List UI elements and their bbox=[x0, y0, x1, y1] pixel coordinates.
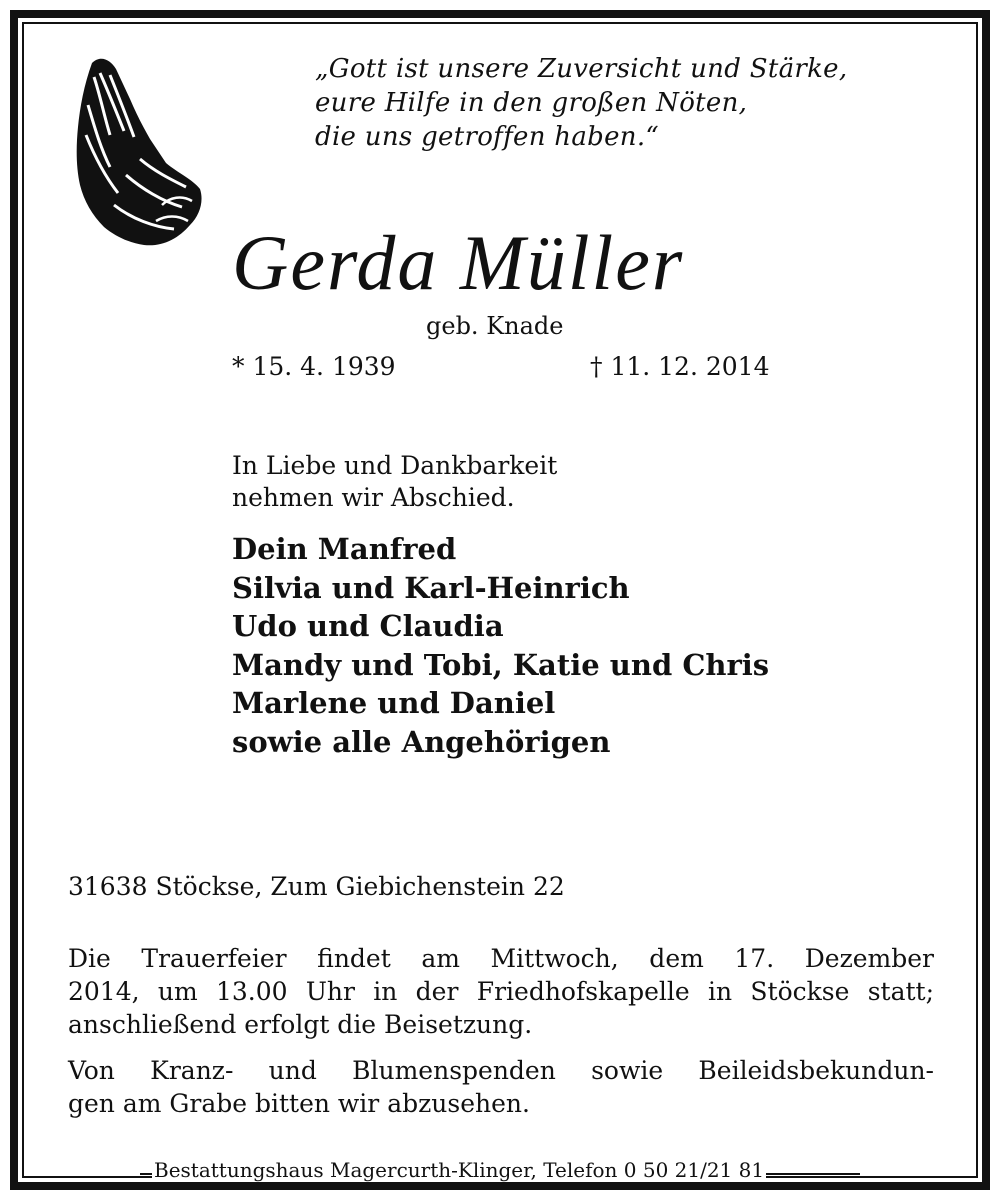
quote-block bbox=[315, 52, 847, 154]
maiden-name: geb. Knade bbox=[426, 312, 564, 340]
mourner-line: sowie alle Angehörigen bbox=[232, 724, 611, 759]
death-date: † 11. 12. 2014 bbox=[590, 352, 770, 381]
funeral-home-info: Bestattungshaus Magercurth-Klinger, Telefon 0 50 21/21 81 bbox=[154, 1158, 765, 1182]
birth-date: * 15. 4. 1939 bbox=[232, 352, 396, 381]
request-line: Von Kranz- und Blumenspenden sowie Beileidsbekundun- bbox=[68, 1056, 934, 1085]
service-paragraph bbox=[68, 942, 934, 1041]
request-line: gen am Grabe bitten wir abzusehen. bbox=[68, 1089, 530, 1118]
quote-line: eure Hilfe in den großen Nöten, bbox=[315, 88, 748, 118]
mourner-line: Udo und Claudia bbox=[232, 609, 504, 643]
praying-hands-icon bbox=[70, 55, 205, 250]
mourner-line: Mandy und Tobi, Katie und Chris bbox=[232, 647, 770, 682]
quote-line: „Gott ist unsere Zuversicht und Stärke, bbox=[315, 54, 848, 84]
intro-line: In Liebe und Dankbarkeit bbox=[232, 451, 558, 480]
mourner-line: Silvia und Karl-Heinrich bbox=[232, 570, 630, 605]
address: 31638 Stöckse, Zum Giebichenstein 22 bbox=[68, 872, 565, 901]
service-line: Die Trauerfeier findet am Mittwoch, dem 17. Dezember bbox=[68, 944, 934, 973]
quote-line: die uns getroffen haben.“ bbox=[315, 122, 659, 152]
mourner-line: Marlene und Daniel bbox=[232, 686, 556, 720]
intro-line: nehmen wir Abschied. bbox=[232, 483, 515, 512]
request-paragraph bbox=[68, 1054, 934, 1120]
farewell-intro bbox=[232, 450, 557, 514]
footer bbox=[140, 1158, 860, 1182]
service-line: anschließend erfolgt die Beisetzung. bbox=[68, 1010, 533, 1039]
deceased-name: Gerda Müller bbox=[232, 219, 685, 306]
mourners-list bbox=[232, 530, 769, 761]
mourner-line: Dein Manfred bbox=[232, 532, 457, 566]
service-line: 2014, um 13.00 Uhr in der Friedhofskapelle in Stöckse statt; bbox=[68, 977, 934, 1006]
